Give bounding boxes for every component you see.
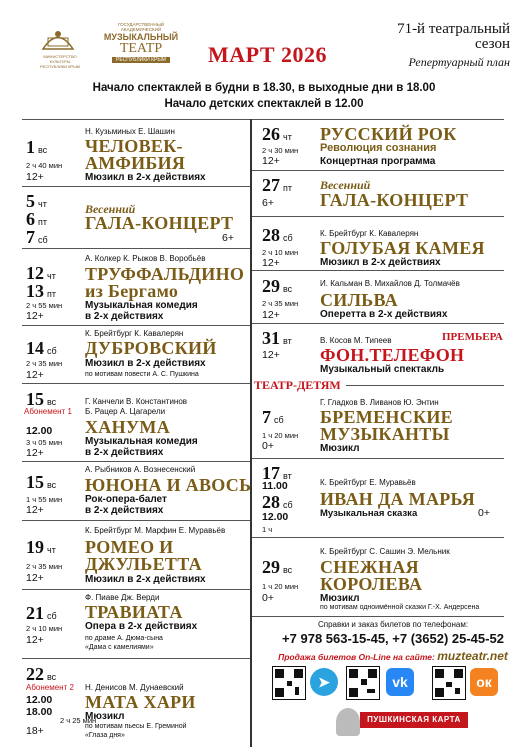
event-date: 15 вс <box>26 472 57 492</box>
contacts-block <box>262 620 524 663</box>
event-duration: 2 ч 55 мин <box>26 301 63 310</box>
month-title: МАРТ 2026 <box>208 42 328 67</box>
event-title[interactable]: ФОН.ТЕЛЕФОН <box>320 345 465 365</box>
event-age: 12+ <box>26 310 44 322</box>
divider <box>22 658 250 659</box>
event-date: 28 сб <box>262 492 293 512</box>
event-age: 12+ <box>262 155 280 167</box>
event-title[interactable]: РУССКИЙ РОК <box>320 124 457 144</box>
event-title[interactable]: ТРАВИАТА <box>85 602 183 622</box>
event-age: 0+ <box>262 440 274 452</box>
divider <box>252 119 504 120</box>
event-authors: К. Брейтбург С. Сашин Э. Мельник <box>320 547 450 556</box>
season-subtitle: Репертуарный план <box>408 55 510 69</box>
event-duration: 3 ч 05 мин <box>26 438 63 447</box>
event-authors: Г. Гладков В. Ливанов Ю. Энтин <box>320 398 439 407</box>
event-time: 11.00 <box>262 480 288 492</box>
event-authors: К. Брейтбург Е. Муравьёв <box>320 478 416 487</box>
qr-code-icon[interactable] <box>346 666 380 700</box>
season-line2: сезон <box>474 36 510 52</box>
event-authors: Ф. Пиаве Дж. Верди <box>85 593 160 602</box>
event-duration: 2 ч 35 мин <box>262 299 299 308</box>
event-duration: 1 ч 20 мин <box>262 582 299 591</box>
qr-code-icon[interactable] <box>272 666 306 700</box>
divider <box>252 170 504 171</box>
event-note-2: «Дама с камелиями» <box>85 644 154 651</box>
event-description: Оперетта в 2-х действиях <box>320 309 448 320</box>
divider <box>252 458 504 459</box>
divider <box>22 325 250 326</box>
event-special: Весенний <box>320 178 371 192</box>
event-note: по драме А. Дюма-сына <box>85 635 163 642</box>
event-authors: Г. Канчели В. Константинов <box>85 397 188 406</box>
event-description: Мюзикл <box>320 443 360 454</box>
site-link[interactable]: muzteatr.net <box>437 649 508 663</box>
event-date: 26 чт <box>262 124 292 144</box>
event-duration: 2 ч 35 мин <box>26 359 63 368</box>
event-description: Мюзикл в 2-х действиях <box>85 172 206 183</box>
event-description: Мюзикл в 2-х действиях <box>85 358 206 369</box>
event-age: 12+ <box>26 447 44 459</box>
event-description-2: в 2-х действиях <box>85 447 164 458</box>
divider <box>22 119 250 120</box>
subscription-label: Абонемент 1 <box>24 407 72 416</box>
start-time-text: Начало спектаклей в будни в 18.30, в выходные дни в 18.00 <box>92 82 436 94</box>
event-authors: К. Брейтбург К. Кавалерян <box>320 229 419 238</box>
theatre-logo-mid: МУЗЫКАЛЬНЫЙ <box>103 32 179 42</box>
theatre-logo <box>100 22 182 63</box>
event-date: 28 сб <box>262 225 293 245</box>
divider <box>22 248 250 249</box>
event-date: 7 сб <box>262 407 284 427</box>
event-date: 21 сб <box>26 603 57 623</box>
event-authors: В. Косов М. Типеев <box>320 336 392 345</box>
event-age: 0+ <box>478 507 490 519</box>
contacts-phones[interactable]: +7 978 563-15-45, +7 (3652) 25-45-52 <box>282 631 504 646</box>
event-date: 7 сб <box>26 227 48 247</box>
event-title[interactable]: ИВАН ДА МАРЬЯ <box>320 489 476 509</box>
event-title-2[interactable]: КОРОЛЕВА <box>320 574 423 594</box>
event-date: 22 вс <box>26 664 57 684</box>
section-kids-title: ТЕАТР-ДЕТЯМ <box>254 378 341 392</box>
event-date: 6 пт <box>26 209 47 229</box>
event-duration: 2 ч 30 мин <box>262 146 299 155</box>
event-authors-2: Б. Рацер А. Цагарели <box>85 407 166 416</box>
divider <box>346 385 504 386</box>
divider <box>252 323 504 324</box>
event-time-2: 18.00 <box>26 706 53 718</box>
event-date: 19 чт <box>26 537 56 557</box>
event-title[interactable]: РОМЕО И <box>85 537 174 557</box>
event-age: 12+ <box>26 171 44 183</box>
event-title-2[interactable]: из Бергамо <box>85 281 179 301</box>
event-title[interactable]: МАТА ХАРИ <box>85 692 196 712</box>
event-authors: А. Колкер К. Рыжов В. Воробьёв <box>85 254 206 263</box>
event-title[interactable]: СИЛЬВА <box>320 290 398 310</box>
event-age: 12+ <box>26 369 44 381</box>
event-duration: 2 ч 10 мин <box>26 624 63 633</box>
event-note: по мотивам повести А. С. Пушкина <box>85 371 199 378</box>
event-authors: Н. Денисов М. Дунаевский <box>85 683 184 692</box>
event-age: 6+ <box>262 197 274 209</box>
event-date: 15 вс <box>26 389 57 409</box>
premiere-badge: ПРЕМЬЕРА <box>442 331 503 343</box>
event-authors: Н. Кузьминых Е. Шашин <box>85 127 175 136</box>
event-age: 12+ <box>262 349 280 361</box>
event-special: Весенний <box>85 202 136 216</box>
event-title[interactable]: ДУБРОВСКИЙ <box>85 338 217 358</box>
kids-time-text: Начало детских спектаклей в 12.00 <box>164 98 364 110</box>
event-time: 12.00 <box>26 425 53 437</box>
divider <box>22 383 250 384</box>
event-date: 27 пт <box>262 175 292 195</box>
event-date: 17 вт <box>262 463 292 483</box>
event-description-2: в 2-х действиях <box>85 505 164 516</box>
event-title-2[interactable]: ДЖУЛЬЕТТА <box>85 554 202 574</box>
event-age: 0+ <box>262 592 274 604</box>
event-authors: К. Брейтбург М. Марфин Е. Муравьёв <box>85 526 226 535</box>
event-age: 12+ <box>26 504 44 516</box>
event-duration: 2 ч 40 мин <box>26 161 63 170</box>
column-divider <box>250 119 252 747</box>
theatre-logo-bottom: РЕСПУБЛИКИ КРЫМ <box>112 57 170 63</box>
event-date: 14 сб <box>26 338 57 358</box>
season-line1: 71-й театральный <box>397 21 510 37</box>
ministry-label: МИНИСТЕРСТВО КУЛЬТУРЫ РЕСПУБЛИКИ КРЫМ <box>40 54 80 69</box>
ministry-emblem-icon <box>38 24 78 54</box>
event-duration: 1 ч 55 мин <box>26 495 63 504</box>
event-title[interactable]: ТРУФФАЛЬДИНО <box>85 264 245 284</box>
event-description: Музыкальная сказка <box>320 508 418 519</box>
theatre-logo-name: ТЕАТР <box>119 41 163 56</box>
pushkin-portrait-icon <box>336 708 360 736</box>
event-date: 12 чт <box>26 263 56 283</box>
event-date: 29 вс <box>262 276 293 296</box>
divider <box>22 520 250 521</box>
ok-icon[interactable]: ок <box>470 668 498 696</box>
season-block <box>397 22 510 70</box>
event-age: 12+ <box>26 634 44 646</box>
event-title[interactable]: БРЕМЕНСКИЕ <box>320 407 453 427</box>
telegram-icon[interactable]: ➤ <box>310 668 338 696</box>
event-duration: 2 ч 35 мин <box>26 562 63 571</box>
event-description-2: в 2-х действиях <box>85 311 164 322</box>
event-description: Мюзикл в 2-х действиях <box>320 257 441 268</box>
event-title-2[interactable]: МУЗЫКАНТЫ <box>320 424 450 444</box>
subscription-label: Абонемент 2 <box>26 683 74 692</box>
event-authors: К. Брейтбург К. Кавалерян <box>85 329 184 338</box>
divider <box>22 461 250 462</box>
event-age: 12+ <box>26 572 44 584</box>
event-date: 31 вт <box>262 328 292 348</box>
contacts-online <box>262 649 524 663</box>
event-description: Музыкальная комедия <box>85 436 198 447</box>
event-description: Концертная программа <box>320 156 436 167</box>
event-description: Музыкальный спектакль <box>320 364 445 375</box>
event-subtitle: Революция сознания <box>320 142 437 154</box>
event-date: 13 пт <box>26 281 56 301</box>
event-date: 5 чт <box>26 191 47 211</box>
start-times <box>0 80 528 112</box>
divider <box>22 186 250 187</box>
event-age: 12+ <box>262 257 280 269</box>
event-duration: 1 ч <box>262 525 273 534</box>
event-note: по мотивам одноимённой сказки Г.-Х. Андерсена <box>320 604 480 611</box>
vk-icon[interactable]: vk <box>386 668 414 696</box>
event-date: 29 вс <box>262 557 293 577</box>
event-note-2: «Глаза дня» <box>85 732 125 739</box>
event-age: 18+ <box>26 725 44 737</box>
theatre-logo-top: ГОСУДАРСТВЕННЫЙ АКАДЕМИЧЕСКИЙ <box>117 22 164 32</box>
divider <box>252 616 504 617</box>
event-title[interactable]: ГАЛА-КОНЦЕРТ <box>85 213 234 233</box>
divider <box>22 589 250 590</box>
divider <box>252 537 504 538</box>
contacts-info: Справки и заказ билетов по телефонам: <box>317 620 469 629</box>
event-title[interactable]: ЮНОНА И АВОСЬ <box>85 475 252 495</box>
divider <box>252 216 504 217</box>
event-description: Мюзикл <box>320 593 360 604</box>
event-description: Мюзикл <box>85 711 125 722</box>
event-date: 1 вс <box>26 137 48 157</box>
event-duration: 1 ч 20 мин <box>262 431 299 440</box>
event-title[interactable]: СНЕЖНАЯ <box>320 557 419 577</box>
event-description: Опера в 2-х действиях <box>85 621 198 632</box>
event-note: по мотивам пьесы Е. Греминой <box>85 723 187 730</box>
divider <box>252 270 504 271</box>
event-duration: 2 ч 10 мин <box>262 248 299 257</box>
pushkin-card-badge: ПУШКИНСКАЯ КАРТА <box>360 712 468 728</box>
event-authors: А. Рыбников А. Вознесенский <box>85 465 196 474</box>
event-title[interactable]: ГАЛА-КОНЦЕРТ <box>320 190 469 210</box>
event-age: 12+ <box>262 309 280 321</box>
event-duration: 2 ч 25 мин <box>60 716 97 725</box>
event-authors: И. Кальман В. Михайлов Д. Толмачёв <box>320 279 460 288</box>
event-description: Музыкальная комедия <box>85 300 198 311</box>
event-description: Мюзикл в 2-х действиях <box>85 574 206 585</box>
qr-code-icon[interactable] <box>432 666 466 700</box>
event-title[interactable]: ЧЕЛОВЕК- <box>85 136 183 156</box>
event-title-2[interactable]: АМФИБИЯ <box>85 153 186 173</box>
event-title[interactable]: ХАНУМА <box>85 417 170 437</box>
event-time-2: 12.00 <box>262 511 289 523</box>
event-time: 12.00 <box>26 694 53 706</box>
event-age: 6+ <box>222 232 234 244</box>
event-description: Рок-опера-балет <box>85 494 167 505</box>
event-title[interactable]: ГОЛУБАЯ КАМЕЯ <box>320 238 485 258</box>
online-label: Продажа билетов On-Line на сайте: <box>278 652 435 662</box>
